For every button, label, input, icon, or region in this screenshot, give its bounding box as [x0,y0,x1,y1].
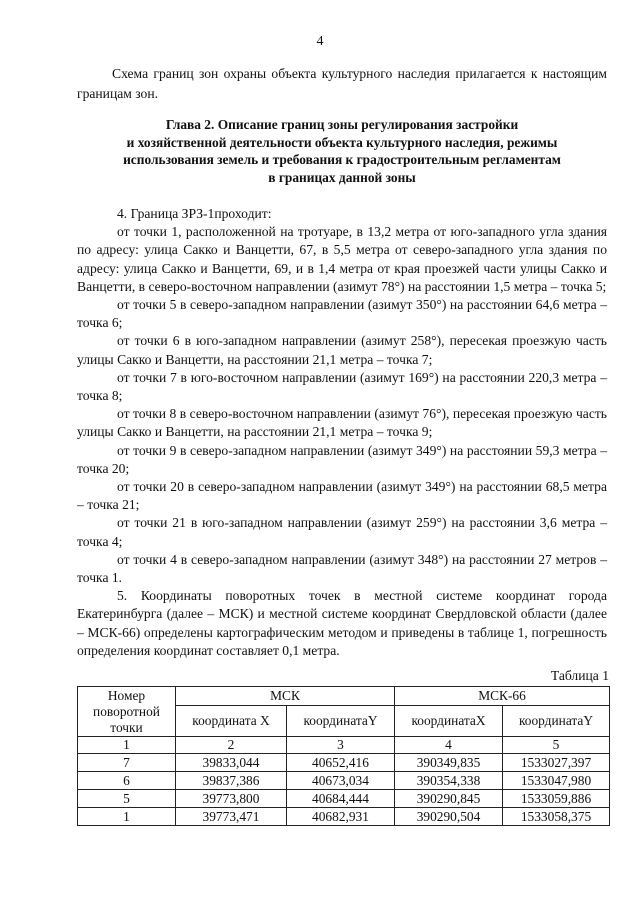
heading-line: в границах данной зоны [268,169,416,185]
column-number: 3 [287,737,395,754]
table-row [78,772,610,790]
table-cell: 40652,416 [287,754,395,772]
paragraph: от точки 21 в юго-западном направлении (азимут 259°) на расстоянии 3,6 метра – точка 4; [77,515,607,549]
table-cell: 39773,800 [176,790,287,808]
table-cell: 39833,044 [176,754,287,772]
header-point-number: Номер поворотной точки [78,687,176,737]
table-cell: 40684,444 [287,790,395,808]
table-cell: 1533027,397 [503,754,610,772]
table-cell: 1533059,886 [503,790,610,808]
paragraph: от точки 5 в северо-западном направлении (азимут 350°) на расстоянии 64,6 метра – точка 6; [77,297,607,331]
column-number: 2 [176,737,287,754]
table-row [78,790,610,808]
table-cell: 40682,931 [287,808,395,826]
intro-paragraph [77,64,607,104]
table-cell: 1533058,375 [503,808,610,826]
table-caption: Таблица 1 [550,668,609,683]
header-group-msk66: МСК-66 [395,687,610,706]
table-cell: 390290,504 [395,808,503,826]
paragraph: от точки 4 в северо-западном направлении (азимут 348°) на расстоянии 27 метров – точка 1. [77,551,607,586]
heading-line: Глава 2. Описание границ зоны регулирования застройки [165,117,519,132]
table-cell: 1533047,980 [503,772,610,790]
column-number: 5 [503,737,610,754]
coordinates-table [77,686,610,826]
paragraph: от точки 8 в северо-восточном направлении (азимут 76°), пересекая проезжую часть улицы Сакко и Ванцетти, на расстоянии 21,1 метра – точка 9; [77,406,607,440]
paragraph: от точки 1, расположенной на тротуаре, в 13,2 метра от юго-западного угла здания по адресу: улица Сакко и Ванцетти, 67, в 5,5 метра от северо-западного угла здания по адресу: улица Сакко и Ванцетти, 69, и в 1,4 метра от края проезжей части улицы Сакко и Ванцетти, в северо-восточном направлении (азимут 78°) на расстоянии 1,5 метра – точка 5; [77,224,607,294]
table-cell: 6 [78,772,176,790]
paragraph: от точки 9 в северо-западном направлении (азимут 349°) на расстоянии 59,3 метра – точка 20; [77,442,607,476]
table-row [78,754,610,772]
header-sub: координатаY [503,706,610,737]
paragraph: 5. Координаты поворотных точек в местной системе координат города Екатеринбурга (далее – МСК) и местной системе координат Свердловской области (далее – МСК-66) определены картографическим методом и приведены в таблице 1, погрешность определения координат составляет 0,1 метра. [77,588,607,658]
paragraph: от точки 6 в юго-западном направлении (азимут 258°), пересекая проезжую часть улицы Сакко и Ванцетти, на расстоянии 21,1 метра – точка 7; [77,333,607,367]
paragraph: 4. Граница ЗРЗ-1проходит: [117,206,272,221]
heading-line: использования земель и требования к градостроительным регламентам [123,152,561,167]
paragraph: от точки 20 в северо-западном направлении (азимут 349°) на расстоянии 68,5 метра – точка 21; [77,479,607,513]
heading-line: и хозяйственной деятельности объекта культурного наследия, режимы [126,134,558,150]
table-cell: 390349,835 [395,754,503,772]
chapter-heading [77,116,607,186]
header-group-msk: МСК [176,687,395,706]
table-cell: 5 [78,790,176,808]
paragraph: от точки 7 в юго-восточном направлении (азимут 169°) на расстоянии 220,3 метра – точка 8; [77,369,607,404]
table-cell: 390290,845 [395,790,503,808]
table-cell: 40673,034 [287,772,395,790]
column-number: 1 [78,737,176,754]
page-number: 4 [316,34,324,49]
table-cell: 39837,386 [176,772,287,790]
table-row [78,808,610,826]
header-sub: координата X [176,706,287,737]
column-number: 4 [395,737,503,754]
table-cell: 390354,338 [395,772,503,790]
header-sub: координатаY [287,706,395,737]
table-cell: 1 [78,808,176,826]
boundary-description [77,205,607,660]
table-cell: 7 [78,754,176,772]
header-sub: координатаX [395,706,503,737]
table-cell: 39773,471 [176,808,287,826]
intro-text: Схема границ зон охраны объекта культурного наследия прилагается к настоящим границам зон. [77,66,607,101]
